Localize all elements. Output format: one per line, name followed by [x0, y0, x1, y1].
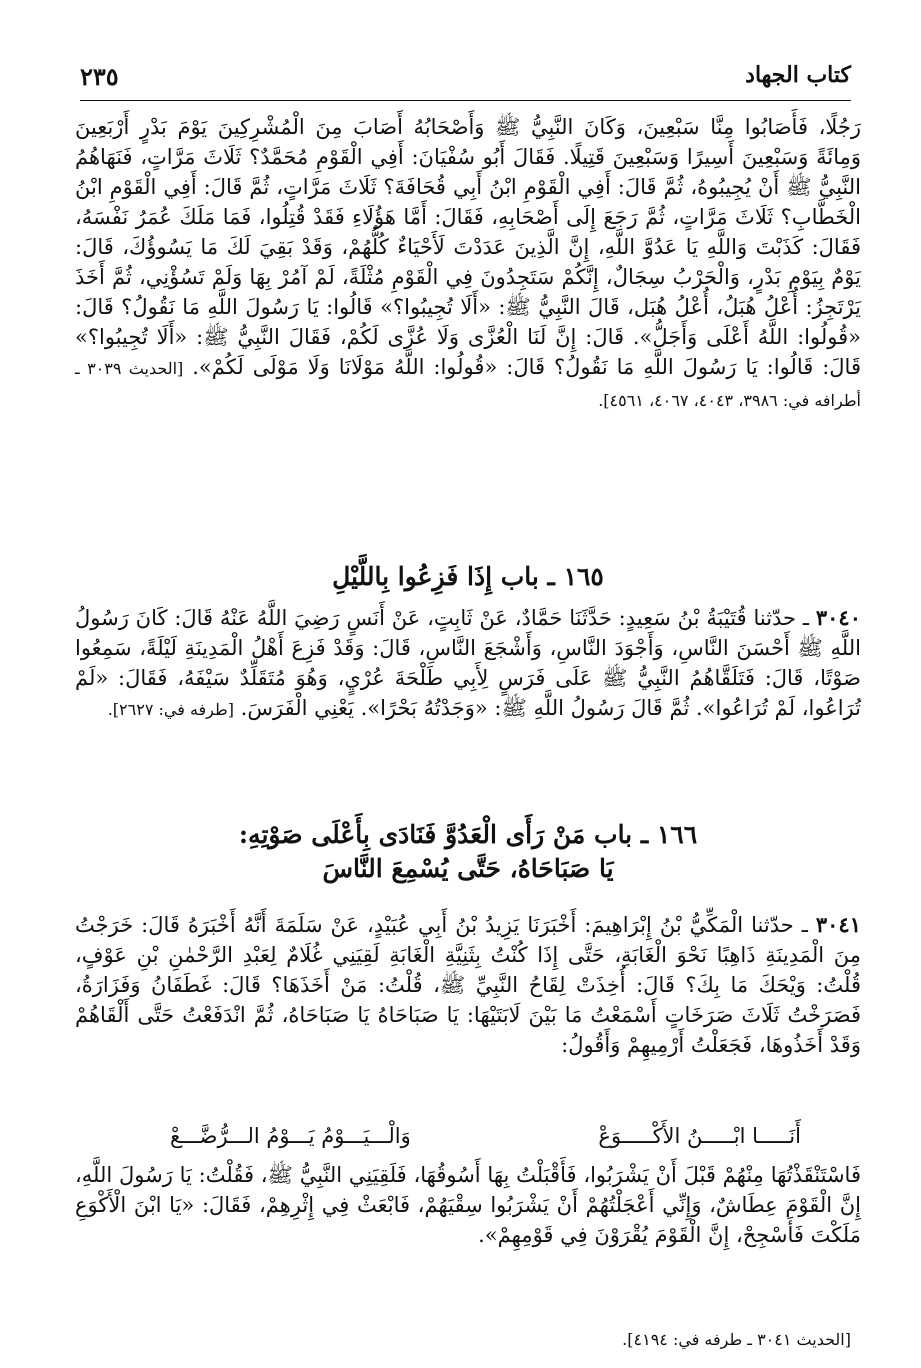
hadith-3040 — [75, 603, 861, 725]
header-rule — [80, 100, 851, 101]
hadith-text: ـ حدّثنا الْمَكِّيُّ بْنُ إِبْرَاهِيمَ: أَخْبَرَنَا يَزِيدُ بْنُ أَبِي عُبَيْدٍ، عَنْ سَلَمَةَ أَنَّهُ أَخْبَرَهُ قَالَ: خَرَجْتُ مِنَ الْمَدِينَةِ ذَاهِبًا نَحْوَ الْغَابَةِ، حَتَّى إِذَا كُنْتُ بِثَنِيَّةِ الْغَابَةِ لَقِيَنِي غُلَامٌ لِعَبْدِ الرَّحْمٰنِ بْنِ عَوْفٍ، قُلْتُ: وَيْحَكَ مَا بِكَ؟ قَالَ: أُخِذَتْ لِقَاحُ النَّبِيِّ ﷺ، قُلْتُ: مَنْ أَخَذَهَا؟ قَالَ: غَطَفَانُ وَفَزَارَةُ، فَصَرَخْتُ ثَلَاثَ صَرَخَاتٍ أَسْمَعْتُ مَا بَيْنَ لَابَتَيْهَا: يَا صَبَاحَاهُ يَا صَبَاحَاهُ، ثُمَّ انْدَفَعْتُ حَتَّى أَلْقَاهُمْ وَقَدْ أَخَذُوهَا، فَجَعَلْتُ أَرْمِيهِمْ وَأَقُولُ: — [75, 913, 861, 1057]
hadith-text: فَاسْتَنْقَذْتُهَا مِنْهُمْ قَبْلَ أَنْ يَشْرَبُوا، فَأَقْبَلْتُ بِهَا أَسُوقُهَا، فَلَقِيَنِي النَّبِيُّ ﷺ، فَقُلْتُ: يَا رَسُولَ اللَّهِ، إِنَّ الْقَوْمَ عِطَاشٌ، وَإِنِّي أَعْجَلْتُهُمْ أَنْ يَشْرَبُوا سِقْيَهُمْ، فَابْعَثْ فِي إِثْرِهِمْ، فَقَالَ: «يَا ابْنَ الْأَكْوَعِ مَلَكْتَ فَأَسْجِحْ، إِنَّ الْقَوْمَ يُقْرَوْنَ فِي قَوْمِهِمْ». — [75, 1163, 861, 1247]
hadith-text: رَجُلًا، فَأَصَابُوا مِنَّا سَبْعِينَ، وَكَانَ النَّبِيُّ ﷺ وَأَصْحَابُهُ أَصَابَ مِنَ الْمُشْرِكِينَ يَوْمَ بَدْرٍ أَرْبَعِينَ وَمِائَةً وَسَبْعِينَ أَسِيرًا وَسَبْعِينَ قَتِيلًا. فَقَالَ أَبُو سُفْيَانَ: أَفِي الْقَوْمِ مُحَمَّدٌ؟ ثَلَاثَ مَرَّاتٍ، فَنَهَاهُمُ النَّبِيُّ ﷺ أَنْ يُجِيبُوهُ، ثُمَّ قَالَ: أَفِي الْقَوْمِ ابْنُ أَبِي قُحَافَةَ؟ ثَلَاثَ مَرَّاتٍ، ثُمَّ قَالَ: أَفِي الْقَوْمِ ابْنُ الْخَطَّابِ؟ ثَلَاثَ مَرَّاتٍ، ثُمَّ رَجَعَ إِلَى أَصْحَابِهِ، فَقَالَ: أَمَّا هَؤُلَاءِ فَقَدْ قُتِلُوا، فَمَا مَلَكَ عُمَرُ نَفْسَهُ، فَقَالَ: كَذَبْتَ وَاللَّهِ يَا عَدُوَّ اللَّهِ، إِنَّ الَّذِينَ عَدَدْتَ لَأَحْيَاءٌ كُلُّهُمْ، وَقَدْ بَقِيَ لَكَ مَا يَسُوؤُكَ، قَالَ: يَوْمٌ بِيَوْمِ بَدْرٍ، وَالْحَرْبُ سِجَالٌ، إِنَّكُمْ سَتَجِدُونَ فِي الْقَوْمِ مُثْلَةً، لَمْ آمُرْ بِهَا وَلَمْ تَسُؤْنِي، ثُمَّ أَخَذَ يَرْتَجِزُ: أُعْلُ هُبَلُ، أُعْلُ هُبَل، قَالَ النَّبِيُّ ﷺ: «أَلَا تُجِيبُوا؟» قَالُوا: يَا رَسُولَ اللَّهِ مَا نَقُولُ؟ قَالَ: «قُولُوا: اللَّهُ أَعْلَى وَأَجَلُّ». قَالَ: إِنَّ لَنَا الْعُزَّى وَلَا عُزَّى لَكُمْ، فَقَالَ النَّبِيُّ ﷺ: «أَلَا تُجِيبُوا؟» قَالَ: قَالُوا: يَا رَسُولَ اللَّهِ مَا نَقُولُ؟ قَالَ: «قُولُوا: اللَّهُ مَوْلَانَا وَلَا مَوْلَى لَكُمْ». — [75, 115, 861, 379]
chapter-heading-165: ١٦٥ ـ باب إِذَا فَزِعُوا بِاللَّيْلِ — [332, 562, 604, 591]
chapter-heading-line-2: يَا صَبَاحَاهُ، حَتَّى يُسْمِعَ النَّاسَ — [322, 854, 614, 883]
hadith-reference-footnote: [الحديث ٣٠٤١ ـ طرفه في: ٤١٩٤]. — [622, 1330, 851, 1349]
hadith-3039-continuation — [75, 112, 861, 416]
page-number: ٢٣٥ — [80, 62, 119, 91]
hadith-reference: [الحديث ٣٠٣٩ ـ أطرافه في: ٣٩٨٦، ٤٠٤٣، ٤٠٦٧، ٤٥٦١]. — [75, 359, 861, 410]
poetry-verse — [170, 1124, 801, 1158]
hadith-number: ٣٠٤١ — [815, 912, 861, 937]
running-title: كتاب الجهاد — [745, 62, 851, 88]
hadith-3041 — [75, 910, 861, 1060]
verse-first-hemistich: أَنَـــــا ابْـــــنُ الأَكْـــــوَعْ — [598, 1124, 801, 1148]
verse-second-hemistich: وَالْـــيَـــوْمُ يَـــوْمُ الـــرُّضَّـــعْ — [170, 1124, 411, 1148]
hadith-reference: [طرفه في: ٢٦٢٧]. — [107, 700, 234, 719]
hadith-3041-continuation — [75, 1160, 861, 1250]
chapter-heading-line-1: ١٦٦ ـ باب مَنْ رَأَى الْعَدُوَّ فَنَادَى بِأَعْلَى صَوْتِهِ: — [238, 820, 698, 849]
chapter-heading-166 — [75, 818, 861, 886]
hadith-number: ٣٠٤٠ — [815, 605, 861, 630]
hadith-text: ـ حدّثنا قُتَيْبَةُ بْنُ سَعِيدٍ: حَدَّثَنَا حَمَّادٌ، عَنْ ثَابِتٍ، عَنْ أَنَسٍ رَضِيَ اللَّهُ عَنْهُ قَالَ: كَانَ رَسُولُ اللَّهِ ﷺ أَحْسَنَ النَّاسِ، وَأَجْوَدَ النَّاسِ، وَأَشْجَعَ النَّاسِ، قَالَ: وَقَدْ فَزِعَ أَهْلُ الْمَدِينَةِ لَيْلَةً، سَمِعُوا صَوْتًا، قَالَ: فَتَلَقَّاهُمُ النَّبِيُّ ﷺ عَلَى فَرَسٍ لِأَبِي طَلْحَةَ عُرْيٍ، وَهُوَ مُتَقَلِّدٌ سَيْفَهُ، فَقَالَ: «لَمْ تُرَاعُوا، لَمْ تُرَاعُوا». ثُمَّ قَالَ رَسُولُ اللَّهِ ﷺ: «وَجَدْتُهُ بَحْرًا». يَعْنِي الْفَرَسَ. — [75, 606, 861, 720]
running-header — [80, 58, 851, 96]
